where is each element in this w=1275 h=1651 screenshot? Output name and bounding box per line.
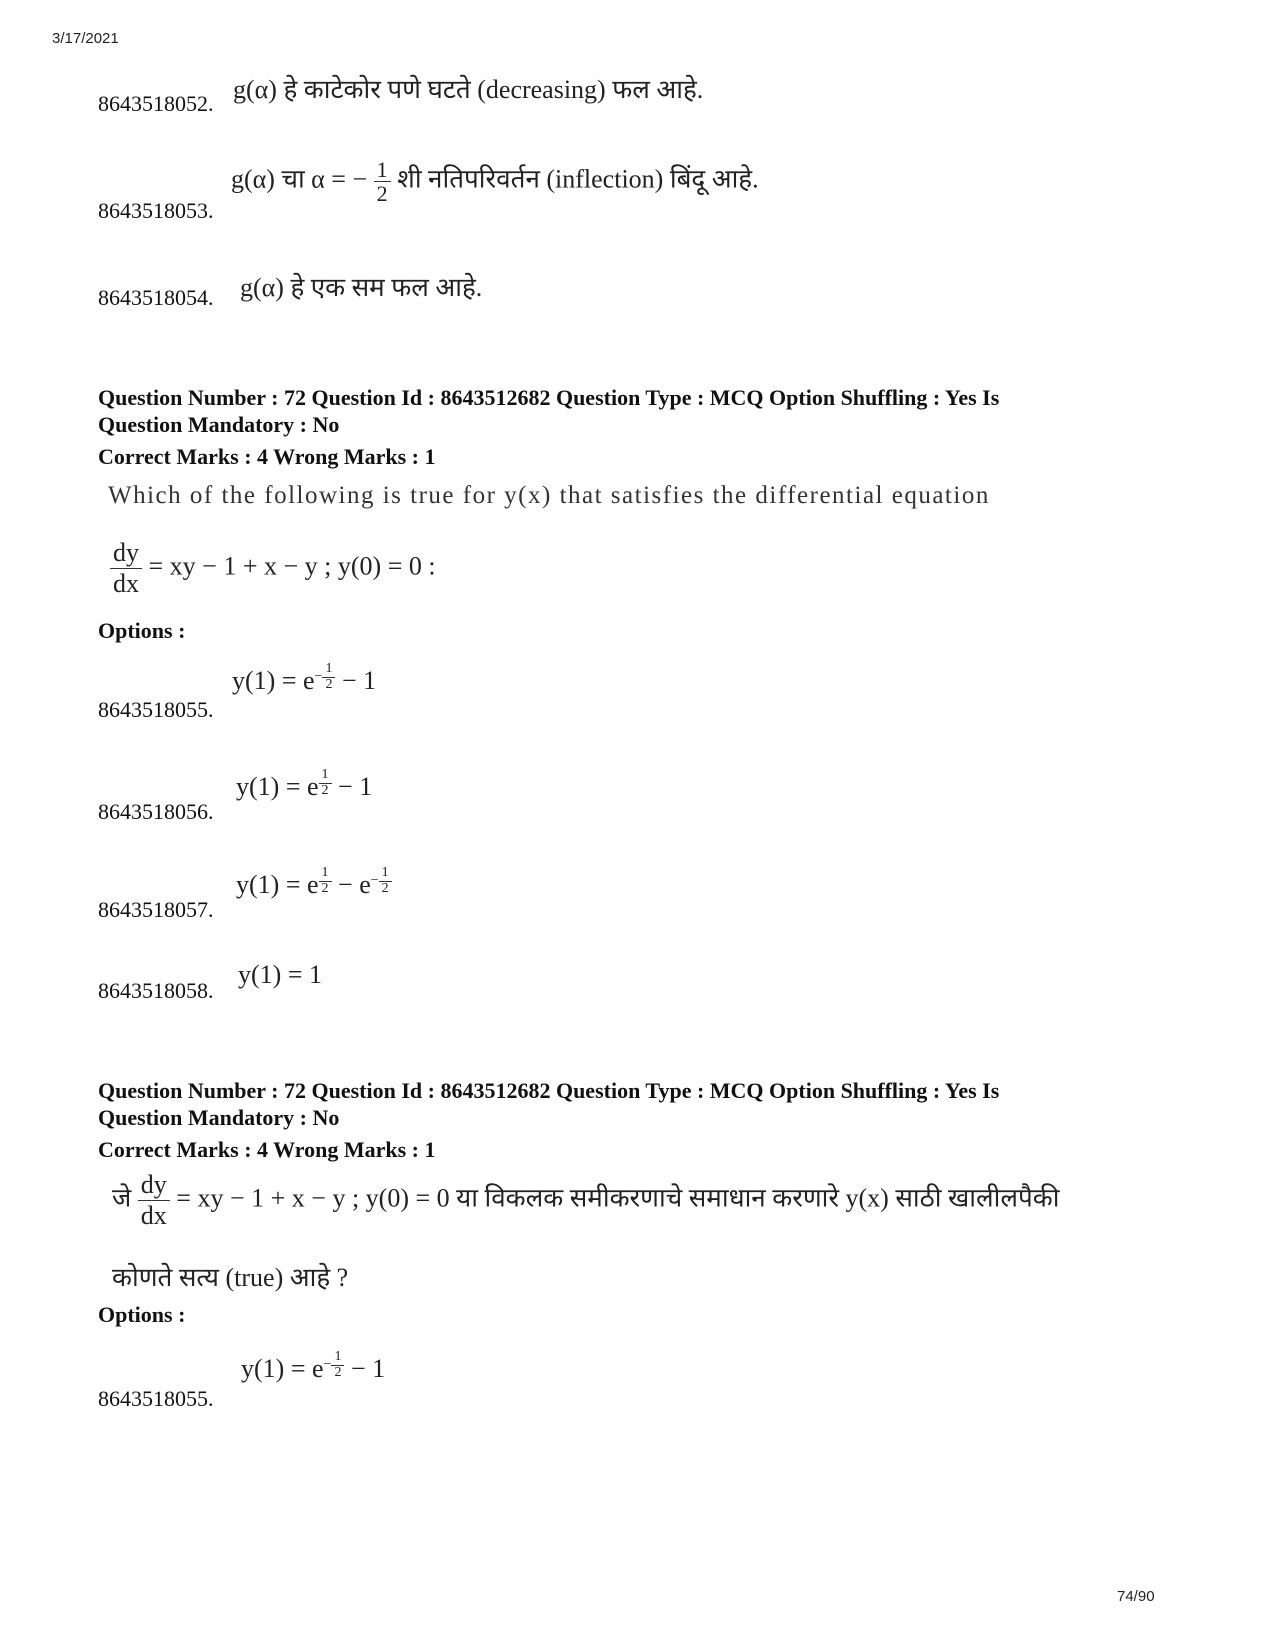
option-text: g(α) हे काटेकोर पणे घटते (decreasing) फल आहे.: [233, 75, 704, 104]
print-date: 3/17/2021: [52, 30, 119, 47]
option-id: 8643518054.: [98, 285, 214, 310]
page-number: 74/90: [1117, 1588, 1155, 1605]
question-meta: Question Number : 72 Question Id : 8643512682 Question Type : MCQ Option Shuffling : Yes Is: [98, 385, 1000, 410]
option-math: y(1) = e $^{\frac{1}{2}}$ − 1: [236, 767, 373, 801]
option-text: g(α) हे एक सम फल आहे.: [240, 273, 483, 302]
question-text: कोणते सत्य (true) आहे ?: [112, 1263, 349, 1292]
options-label: Options :: [98, 618, 186, 643]
question-marks: Correct Marks : 4 Wrong Marks : 1: [98, 444, 436, 469]
option-math: y(1) = 1: [238, 960, 322, 989]
question-text: जे $\frac{dy}{dx}$ = xy − 1 + x − y ; y(0) = 0 या विकलक समीकरणाचे समाधान करणारे y(x) साठी खालीलपैकी: [112, 1170, 1060, 1230]
option-id: 8643518055.: [98, 1386, 214, 1411]
question-marks: Correct Marks : 4 Wrong Marks : 1: [98, 1137, 436, 1162]
question-meta: Question Number : 72 Question Id : 8643512682 Question Type : MCQ Option Shuffling : Yes Is: [98, 1078, 1000, 1103]
option-id: 8643518058.: [98, 978, 214, 1003]
option-id: 8643518056.: [98, 799, 214, 824]
option-id: 8643518055.: [98, 697, 214, 722]
option-math: y(1) = e $^{\frac{1}{2}}$ − $e^{- \frac{1}{2}}$: [236, 866, 392, 900]
differential-equation: $\frac{dy}{dx}$ = xy − 1 + x − y ; y(0) = 0 :: [110, 538, 436, 599]
question-meta: Question Mandatory : No: [98, 412, 340, 437]
option-math: $y(1) = e^{- \frac{1}{2}}$ − 1: [241, 1349, 386, 1383]
option-id: 8643518053.: [98, 198, 214, 223]
question-meta: Question Mandatory : No: [98, 1105, 340, 1130]
options-label: Options :: [98, 1302, 186, 1327]
option-id: 8643518052.: [98, 91, 214, 116]
option-id: 8643518057.: [98, 897, 214, 922]
option-math: $y(1) = e^{- \frac{1}{2}}$ − 1: [232, 661, 377, 695]
question-text: Which of the following is true for y(x) that satisfies the differential equation: [108, 482, 990, 509]
option-text: g(α) चा α = − $\frac{1}{2}$ शी नतिपरिवर्तन (inflection) बिंदू आहे.: [231, 157, 759, 207]
